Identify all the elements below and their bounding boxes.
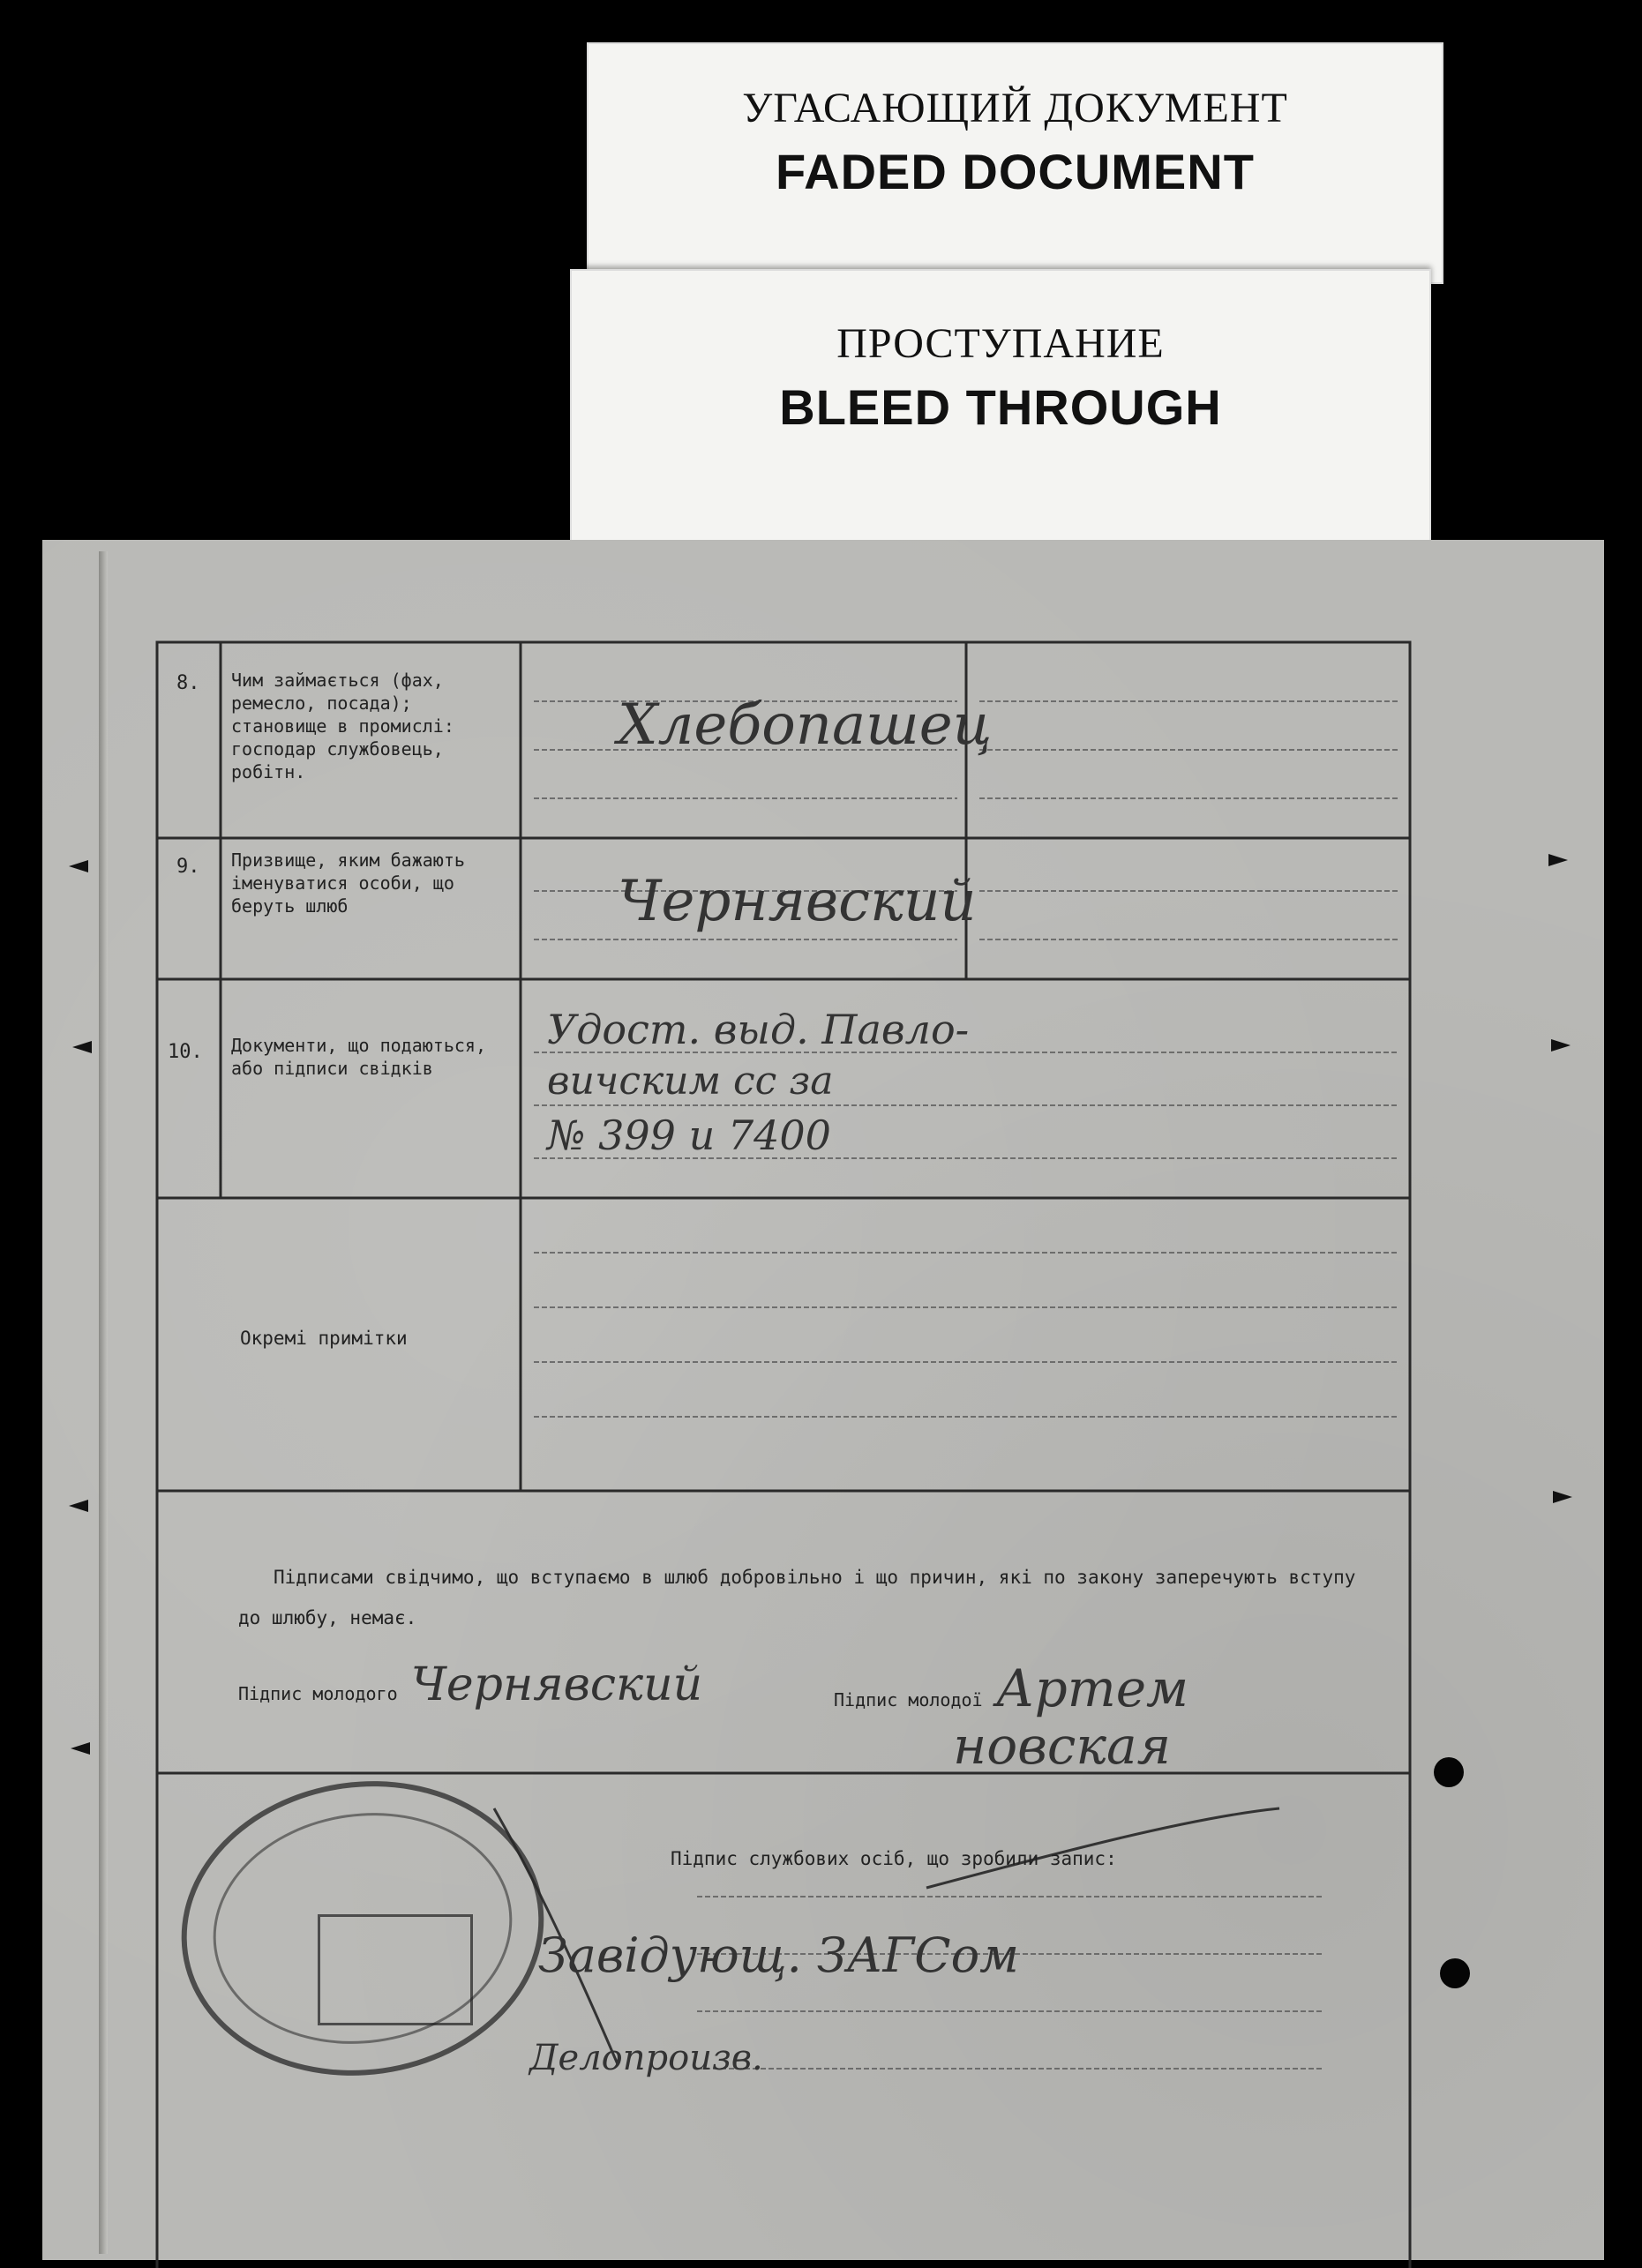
bride-signature: Артем <box>995 1658 1189 1718</box>
documents-value-line: Удост. выд. Павло- <box>547 1006 970 1053</box>
row-number: 10. <box>168 1041 203 1063</box>
bleed-through-ru: ПРОСТУПАНИЕ <box>836 320 1165 367</box>
officials-label: Підпис службових осіб, що зробили запис: <box>671 1848 1117 1869</box>
row-label: Документи, що подаються, або підписи свідків <box>231 1035 486 1079</box>
row-number: 8. <box>176 672 200 694</box>
official-signature-2: Делопроизв. <box>529 2038 763 2078</box>
notes-label: Окремі примітки <box>240 1328 408 1349</box>
groom-signature-row <box>238 1658 702 1711</box>
bleed-through-en: BLEED THROUGH <box>779 379 1222 435</box>
documents-value-line: № 399 и 7400 <box>547 1112 831 1159</box>
row-label: Призвище, яким бажають іменуватися особи, що беруть шлюб <box>231 850 465 917</box>
bride-signature-line2: новская <box>953 1716 1171 1776</box>
official-signature-1: Завідующ. ЗАГСом <box>538 1927 1019 1983</box>
faded-document-ru: УГАСАЮЩИЙ ДОКУМЕНТ <box>742 85 1288 131</box>
bride-signature-label: Підпис молодої <box>834 1689 983 1710</box>
row-label: Чим займається (фах, ремесло, посада); становище в промислі: господар службовець, робітн. <box>231 670 454 782</box>
faded-document-en: FADED DOCUMENT <box>776 144 1255 199</box>
occupation-value: Хлебопашец <box>618 692 993 758</box>
groom-signature-label: Підпис молодого <box>238 1683 398 1704</box>
declaration-text: Підписами свідчимо, що вступаємо в шлюб добровільно і що причин, які по закону заперечують вступу до шлюбу, немає. <box>238 1567 1356 1628</box>
documents-value-line: вичским сс за <box>547 1059 834 1104</box>
groom-signature: Чернявский <box>410 1658 703 1711</box>
stamp-inner-box <box>318 1914 473 2025</box>
row-number: 9. <box>176 856 200 878</box>
surname-value: Чернявский <box>618 869 977 934</box>
bride-signature-row <box>834 1658 1188 1718</box>
